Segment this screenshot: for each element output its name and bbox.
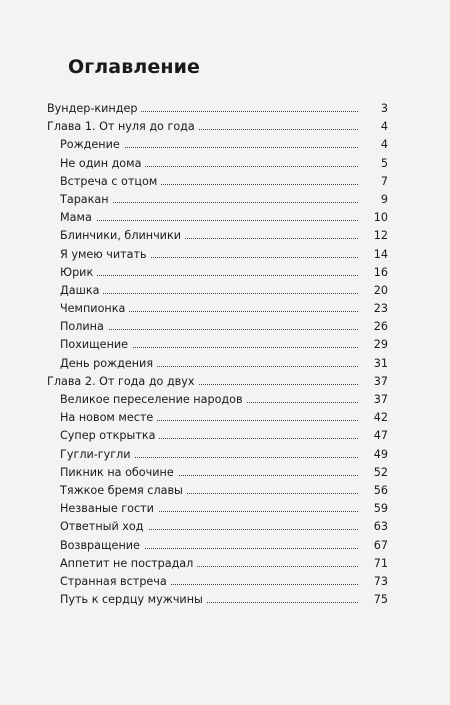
toc-entry-title: Великое переселение народов xyxy=(60,391,247,409)
toc-page-number: 52 xyxy=(370,464,388,482)
toc-entry-title: День рождения xyxy=(60,355,157,373)
toc-entry-title: Я умею читать xyxy=(60,246,151,264)
toc-entry-title: Юрик xyxy=(60,264,97,282)
toc-entry-title: Незваные гости xyxy=(60,500,158,518)
toc-page-number: 59 xyxy=(370,500,388,518)
dot-leader xyxy=(60,275,358,276)
toc-page-number: 37 xyxy=(370,391,388,409)
toc-page-number: 7 xyxy=(377,173,388,191)
toc-page-number: 47 xyxy=(370,427,388,445)
toc-section-entry xyxy=(0,446,450,464)
toc-entry-title: Дашка xyxy=(60,282,103,300)
toc-section-entry xyxy=(0,427,450,445)
toc-section-entry xyxy=(0,591,450,609)
toc-page-number: 14 xyxy=(370,246,388,264)
toc-page-number: 3 xyxy=(377,100,388,118)
toc-page-number: 29 xyxy=(370,336,388,354)
toc-entry-title: Глава 1. От нуля до года xyxy=(47,118,199,136)
toc-entry-title: Похищение xyxy=(60,336,132,354)
toc-entry-title: Супер открытка xyxy=(60,427,159,445)
toc-entry-title: Глава 2. От года до двух xyxy=(47,373,199,391)
toc-page-number: 71 xyxy=(370,555,388,573)
toc-section-entry xyxy=(0,482,450,500)
toc-section-entry xyxy=(0,155,450,173)
toc-section-entry xyxy=(0,191,450,209)
page-title: Оглавление xyxy=(68,56,200,78)
toc-section-entry xyxy=(0,537,450,555)
toc-section-entry xyxy=(0,336,450,354)
toc-entry-title: Ответный ход xyxy=(60,518,148,536)
toc-page-number: 56 xyxy=(370,482,388,500)
toc-section-entry xyxy=(0,318,450,336)
toc-entry-title: Таракан xyxy=(60,191,113,209)
toc-entry-title: Странная встреча xyxy=(60,573,171,591)
toc-page-number: 75 xyxy=(370,591,388,609)
toc-entry-title: Путь к сердцу мужчины xyxy=(60,591,207,609)
toc-entry-title: Пикник на обочине xyxy=(60,464,178,482)
toc-entry-title: На новом месте xyxy=(60,409,157,427)
toc-entry-title: Встреча с отцом xyxy=(60,173,161,191)
toc-page-number: 16 xyxy=(370,264,388,282)
toc-entry-title: Мама xyxy=(60,209,96,227)
toc-section-entry xyxy=(0,136,450,154)
toc-section-entry xyxy=(0,573,450,591)
toc-section-entry xyxy=(0,355,450,373)
toc-section-entry xyxy=(0,173,450,191)
toc-section-entry xyxy=(0,500,450,518)
toc-page-number: 42 xyxy=(370,409,388,427)
toc-section-entry xyxy=(0,409,450,427)
dot-leader xyxy=(60,220,358,221)
toc-page-number: 67 xyxy=(370,537,388,555)
toc-page-number: 4 xyxy=(377,136,388,154)
toc-section-entry xyxy=(0,282,450,300)
dot-leader xyxy=(60,293,358,294)
toc-section-entry xyxy=(0,555,450,573)
toc-section-entry xyxy=(0,391,450,409)
toc-entry-title: Не один дома xyxy=(60,155,145,173)
toc-entry-title: Гугли-гугли xyxy=(60,446,135,464)
toc-section-entry xyxy=(0,246,450,264)
toc-section-entry xyxy=(0,209,450,227)
toc-page-number: 63 xyxy=(370,518,388,536)
toc-chapter-entry xyxy=(0,100,450,118)
toc-page-number: 49 xyxy=(370,446,388,464)
toc-entry-title: Рождение xyxy=(60,136,124,154)
toc-page-number: 20 xyxy=(370,282,388,300)
toc-page-number: 73 xyxy=(370,573,388,591)
toc-page-number: 12 xyxy=(370,227,388,245)
toc-section-entry xyxy=(0,518,450,536)
toc-section-entry xyxy=(0,227,450,245)
toc-entry-title: Тяжкое бремя славы xyxy=(60,482,187,500)
toc-page-number: 9 xyxy=(377,191,388,209)
toc-chapter-entry xyxy=(0,373,450,391)
toc-section-entry xyxy=(0,464,450,482)
table-of-contents xyxy=(0,100,450,609)
toc-chapter-entry xyxy=(0,118,450,136)
toc-entry-title: Возвращение xyxy=(60,537,144,555)
toc-section-entry xyxy=(0,264,450,282)
toc-page-number: 31 xyxy=(370,355,388,373)
toc-entry-title: Полина xyxy=(60,318,108,336)
toc-page-number: 5 xyxy=(377,155,388,173)
toc-entry-title: Вундер-киндер xyxy=(47,100,141,118)
toc-entry-title: Блинчики, блинчики xyxy=(60,227,185,245)
toc-page-number: 10 xyxy=(370,209,388,227)
toc-section-entry xyxy=(0,300,450,318)
toc-page-number: 23 xyxy=(370,300,388,318)
toc-entry-title: Аппетит не пострадал xyxy=(60,555,197,573)
toc-page-number: 37 xyxy=(370,373,388,391)
toc-entry-title: Чемпионка xyxy=(60,300,129,318)
toc-page-number: 26 xyxy=(370,318,388,336)
toc-page-number: 4 xyxy=(377,118,388,136)
